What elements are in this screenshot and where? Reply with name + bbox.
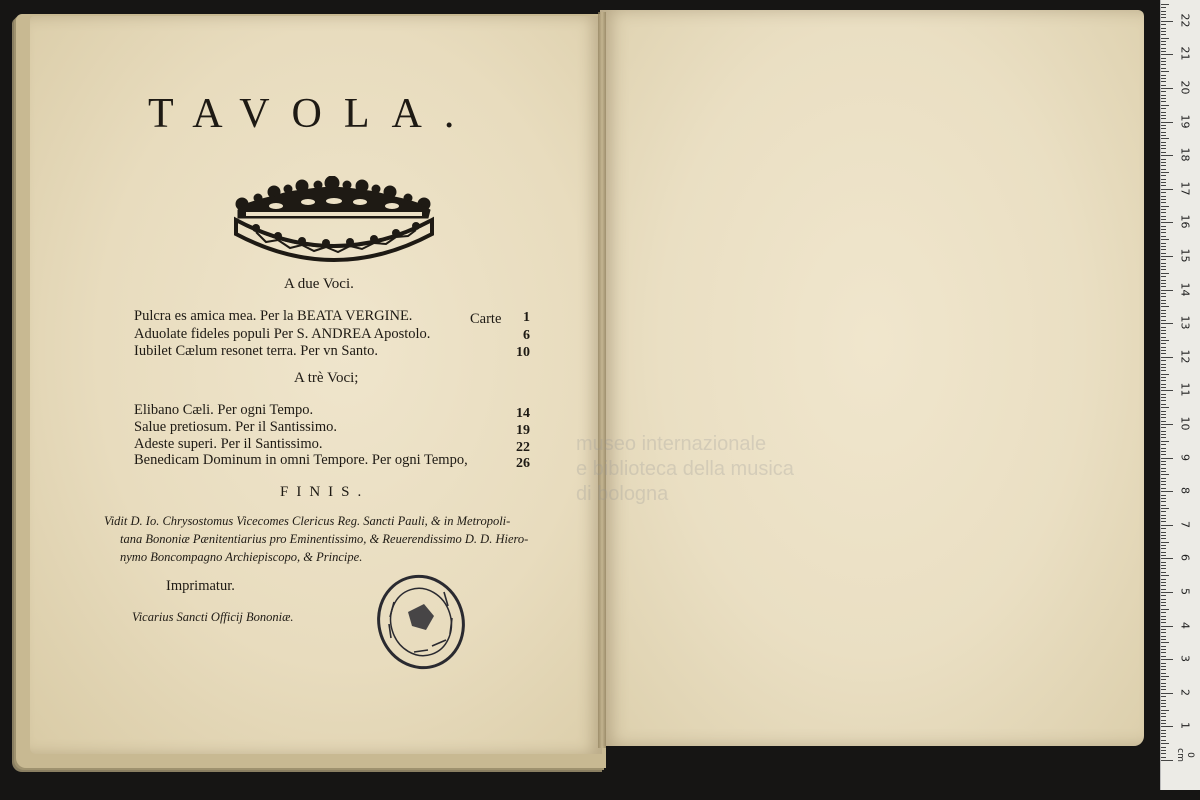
ruler-tick [1161,68,1166,69]
ruler-tick [1161,135,1166,136]
ruler-tick [1161,310,1166,311]
vicarius-line: Vicarius Sancti Officij Bononiæ. [132,610,294,624]
ruler-tick [1161,54,1173,55]
ruler-tick [1161,555,1166,556]
ruler-tick [1161,468,1166,469]
ruler-tick [1161,387,1166,388]
ruler-tick [1161,75,1166,76]
crown-icon [232,176,436,268]
ruler-tick [1161,316,1166,317]
ruler-tick [1161,488,1166,489]
list-item: Aduolate fideles populi Per S. ANDREA Apostolo. [134,326,431,342]
ruler-tick [1161,545,1166,546]
ruler-tick [1161,132,1166,133]
ruler-tick [1161,41,1166,42]
ruler-number: 8 [1178,487,1192,495]
ruler-tick [1161,145,1166,146]
page-number: 6 [523,328,530,343]
ruler-tick [1161,357,1173,358]
ruler-tick [1161,390,1173,391]
ruler-tick [1161,377,1166,378]
ruler-tick [1161,397,1166,398]
ruler-tick [1161,444,1166,445]
ruler-tick [1161,619,1166,620]
ruler-tick [1161,458,1173,459]
ruler-tick [1161,303,1166,304]
ruler-tick [1161,632,1166,633]
ruler-tick [1161,663,1166,664]
ruler-tick [1161,720,1166,721]
ruler-tick [1161,364,1166,365]
ruler-tick [1161,384,1166,385]
ruler-tick [1161,552,1166,553]
ruler-number: 6 [1178,554,1192,562]
ruler-number: 12 [1178,349,1192,364]
list-item: Iubilet Cælum resonet terra. Per vn Santo. [134,343,379,359]
ruler-tick [1161,642,1169,643]
ruler-tick [1161,622,1166,623]
ruler-tick [1161,108,1166,109]
ruler-tick [1161,414,1166,415]
ruler-tick [1161,538,1166,539]
ruler-tick [1161,34,1166,35]
ruler-tick [1161,649,1166,650]
ruler-tick [1161,421,1166,422]
ruler-tick [1161,337,1166,338]
ruler-tick [1161,518,1166,519]
ruler-tick [1161,185,1166,186]
ruler-tick [1161,7,1166,8]
ruler-tick [1161,259,1166,260]
ruler-tick [1161,659,1173,660]
ruler-tick [1161,683,1166,684]
imprimatur-line: Vidit D. Io. Chrysostomus Vicecomes Clericus Reg. Sancti Pauli, & in Metropoli- [104,514,511,528]
ruler-tick [1161,300,1166,301]
ruler-tick [1161,710,1169,711]
ruler-tick [1161,105,1169,106]
ruler-tick [1161,370,1166,371]
ruler-tick [1161,216,1166,217]
ruler-tick [1161,461,1166,462]
ruler-tick [1161,394,1166,395]
ruler-tick [1161,179,1166,180]
ruler-tick [1161,169,1166,170]
ruler-tick [1161,44,1166,45]
ruler-tick [1161,548,1166,549]
ruler-tick [1161,481,1166,482]
ruler-number: 1 [1178,722,1192,730]
imprimatur-heading: Imprimatur. [166,578,235,594]
ruler-tick [1161,209,1166,210]
ruler-tick [1161,568,1166,569]
ruler-tick [1161,51,1166,52]
ruler-tick [1161,750,1166,751]
ruler-tick [1161,404,1166,405]
ruler-tick [1161,595,1166,596]
ruler-tick [1161,495,1166,496]
ruler-tick [1161,122,1173,123]
ruler-tick [1161,666,1166,667]
ruler-tick [1161,716,1166,717]
page-number: 22 [516,440,530,455]
ruler-tick [1161,98,1166,99]
ruler-tick [1161,273,1169,274]
ruler-tick [1161,474,1169,475]
ruler-tick [1161,706,1166,707]
ruler-tick [1161,498,1166,499]
ruler-number: 16 [1178,214,1192,229]
imprimatur-line: nymo Boncompagno Archiepiscopo, & Principe. [120,550,363,564]
page-number: 14 [516,406,530,421]
ruler-tick [1161,64,1166,65]
ruler-tick [1161,471,1166,472]
ruler-tick [1161,159,1166,160]
ruler-tick [1161,575,1169,576]
ruler-tick [1161,293,1166,294]
ruler-number: 22 [1178,13,1192,28]
ruler-number: 19 [1178,114,1192,129]
ruler-tick [1161,239,1169,240]
ruler-number: 3 [1178,655,1192,663]
ruler-tick [1161,115,1166,116]
ruler-tick [1161,266,1166,267]
ruler-tick [1161,112,1166,113]
ruler-tick [1161,528,1166,529]
ruler-tick [1161,417,1166,418]
ruler-tick [1161,525,1173,526]
ruler-tick [1161,246,1166,247]
ruler-tick [1161,616,1166,617]
ruler-tick [1161,679,1166,680]
section-heading-due-voci: A due Voci. [284,276,354,292]
ruler-tick [1161,212,1166,213]
watermark [540,432,794,507]
ruler-tick [1161,38,1169,39]
ruler-tick [1161,219,1166,220]
list-item: Benedicam Dominum in omni Tempore. Per ogni Tempo, [134,452,468,468]
ruler-tick [1161,736,1166,737]
ruler-tick [1161,689,1166,690]
page-number: 10 [516,345,530,360]
ruler-number: 14 [1178,282,1192,297]
ruler-tick [1161,17,1166,18]
ruler-tick [1161,542,1169,543]
ruler-tick [1161,609,1169,610]
ruler-tick [1161,374,1169,375]
ruler-tick [1161,636,1166,637]
ruler-tick [1161,118,1166,119]
ruler-tick [1161,612,1166,613]
ruler-tick [1161,733,1166,734]
ruler-tick [1161,626,1173,627]
ruler-tick [1161,182,1166,183]
list-item: Elibano Cæli. Per ogni Tempo. [134,402,314,418]
ruler-tick [1161,582,1166,583]
ruler-tick [1161,424,1173,425]
ruler-number: 13 [1178,315,1192,330]
ruler-number: 15 [1178,248,1192,263]
ruler-tick [1161,192,1166,193]
ruler-tick [1161,88,1173,89]
ruler-tick [1161,296,1166,297]
ruler-tick [1161,639,1166,640]
watermark-line: museo internazionale [576,433,767,455]
ruler-tick [1161,535,1166,536]
ruler-tick [1161,229,1166,230]
ruler-tick [1161,81,1166,82]
ruler-tick [1161,172,1169,173]
ruler-tick [1161,652,1166,653]
ruler-tick [1161,276,1166,277]
ruler-tick [1161,673,1166,674]
ruler-number: 11 [1178,382,1192,397]
ruler-number: 2 [1178,688,1192,696]
ruler-tick [1161,407,1169,408]
ruler-tick [1161,269,1166,270]
library-stamp-icon [374,572,468,672]
ruler-tick [1161,323,1173,324]
ruler-number: 17 [1178,181,1192,196]
ruler-tick [1161,491,1173,492]
ruler-tick [1161,730,1166,731]
imprimatur-line: tana Bononiæ Pænitentiarius pro Eminentissimo, & Reuerendissimo D. D. Hiero- [120,532,529,546]
ruler-tick [1161,602,1166,603]
ruler-tick [1161,162,1166,163]
ruler-tick [1161,148,1166,149]
ruler-tick [1161,589,1166,590]
watermark-line: e biblioteca della musica [576,458,794,480]
ruler-tick [1161,464,1166,465]
ruler-tick [1161,330,1166,331]
ruler-tick [1161,232,1166,233]
ruler-number: 7 [1178,520,1192,528]
ruler-tick [1161,521,1166,522]
ruler-number: 20 [1178,80,1192,95]
ruler-tick [1161,478,1166,479]
ruler-tick [1161,196,1166,197]
ruler-tick [1161,11,1166,12]
ruler-tick [1161,757,1166,758]
ruler-tick [1161,367,1166,368]
ruler-number: 18 [1178,147,1192,162]
ruler-tick [1161,189,1173,190]
ruler-tick [1161,313,1166,314]
ruler-tick [1161,350,1166,351]
ruler-tick [1161,713,1166,714]
ruler-tick [1161,125,1166,126]
ruler-unit-label: 0 cm [1175,748,1195,762]
ruler-tick [1161,669,1166,670]
ruler-tick [1161,434,1166,435]
ruler-tick [1161,676,1169,677]
ruler-tick [1161,128,1166,129]
ruler-tick [1161,572,1166,573]
ruler-tick [1161,175,1166,176]
ruler-tick [1161,243,1166,244]
ruler-tick [1161,448,1166,449]
ruler-tick [1161,726,1173,727]
ruler-tick [1161,454,1166,455]
ruler-tick [1161,85,1166,86]
ruler-tick [1161,740,1166,741]
ruler-tick [1161,505,1166,506]
ruler-tick [1161,206,1169,207]
ruler-tick [1161,451,1166,452]
ruler-tick [1161,558,1173,559]
ruler-tick [1161,562,1166,563]
book-gutter [598,12,606,748]
ruler-tick [1161,347,1166,348]
ruler-tick [1161,585,1166,586]
ruler-tick [1161,290,1173,291]
ruler-tick [1161,340,1169,341]
ruler-tick [1161,333,1166,334]
ruler-tick [1161,320,1166,321]
ruler-tick [1161,693,1173,694]
ruler-tick [1161,58,1166,59]
ruler-tick [1161,91,1166,92]
ruler-tick [1161,28,1166,29]
ruler-tick [1161,249,1166,250]
list-item: Adeste superi. Per il Santissimo. [134,436,323,452]
ruler-tick [1161,484,1166,485]
section-heading-tre-voci: A trè Voci; [294,370,359,386]
page-number: 1 [523,310,530,325]
ruler-tick [1161,253,1166,254]
ruler-number: 5 [1178,588,1192,595]
page-number: 19 [516,423,530,438]
ruler-tick [1161,605,1166,606]
right-page [600,10,1144,746]
ruler-tick [1161,138,1169,139]
ruler-tick [1161,411,1166,412]
ruler-tick [1161,61,1166,62]
ruler-tick [1161,202,1166,203]
ruler-tick [1161,95,1166,96]
ruler-tick [1161,152,1166,153]
ruler-tick [1161,165,1166,166]
ruler-tick [1161,14,1166,15]
ruler-tick [1161,515,1166,516]
ruler-tick [1161,437,1166,438]
ruler-tick [1161,400,1166,401]
ruler-number: 10 [1178,416,1192,431]
ruler-tick [1161,78,1166,79]
ruler-tick [1161,24,1166,25]
ruler-tick [1161,565,1166,566]
page-number: 26 [516,456,530,471]
ruler-tick [1161,4,1169,5]
ruler-tick [1161,501,1166,502]
ruler-tick [1161,380,1166,381]
scale-ruler [1160,0,1200,790]
ruler-tick [1161,343,1166,344]
ruler-number: 9 [1178,453,1192,461]
ruler-tick [1161,723,1166,724]
ruler-tick [1161,236,1166,237]
ruler-tick [1161,327,1166,328]
ruler-tick [1161,222,1173,223]
ruler-tick [1161,280,1166,281]
ruler-number: 21 [1178,46,1192,61]
ruler-tick [1161,686,1166,687]
list-item: Pulcra es amica mea. Per la BEATA VERGINE. [134,308,413,324]
ruler-tick [1161,700,1166,701]
ruler-tick [1161,703,1166,704]
page-title: TAVOLA. [148,91,477,137]
ruler-tick [1161,31,1166,32]
ruler-tick [1161,256,1173,257]
ruler-tick [1161,48,1166,49]
ruler-tick [1161,199,1166,200]
ruler-tick [1161,71,1169,72]
ruler-tick [1161,431,1166,432]
ruler-tick [1161,155,1173,156]
ruler-tick [1161,696,1166,697]
ruler-tick [1161,427,1166,428]
ruler-tick [1161,142,1166,143]
ruler-tick [1161,579,1166,580]
ruler-tick [1161,629,1166,630]
ruler-tick [1161,743,1169,744]
ruler-tick [1161,646,1166,647]
ruler-tick [1161,441,1169,442]
ruler-tick [1161,21,1173,22]
ruler-tick [1161,306,1169,307]
ruler-tick [1161,656,1166,657]
ruler-tick [1161,101,1166,102]
ruler-tick [1161,592,1173,593]
ruler-tick [1161,532,1166,533]
ruler-tick [1161,226,1166,227]
ruler-tick [1161,283,1166,284]
ruler-tick [1161,360,1166,361]
ruler-tick [1161,353,1166,354]
ruler-tick [1161,263,1166,264]
ruler-tick [1161,747,1166,748]
ruler-number: 4 [1178,621,1192,629]
ruler-tick [1161,286,1166,287]
finis-text: FINIS. [280,484,370,500]
ruler-tick [1161,753,1166,754]
watermark-line: di bologna [576,483,669,505]
ruler-tick [1161,511,1166,512]
ruler-tick [1161,599,1166,600]
ruler-tick [1161,760,1173,761]
list-item: Salue pretiosum. Per il Santissimo. [134,419,337,435]
carte-label: Carte [470,311,502,327]
ruler-tick [1161,508,1169,509]
